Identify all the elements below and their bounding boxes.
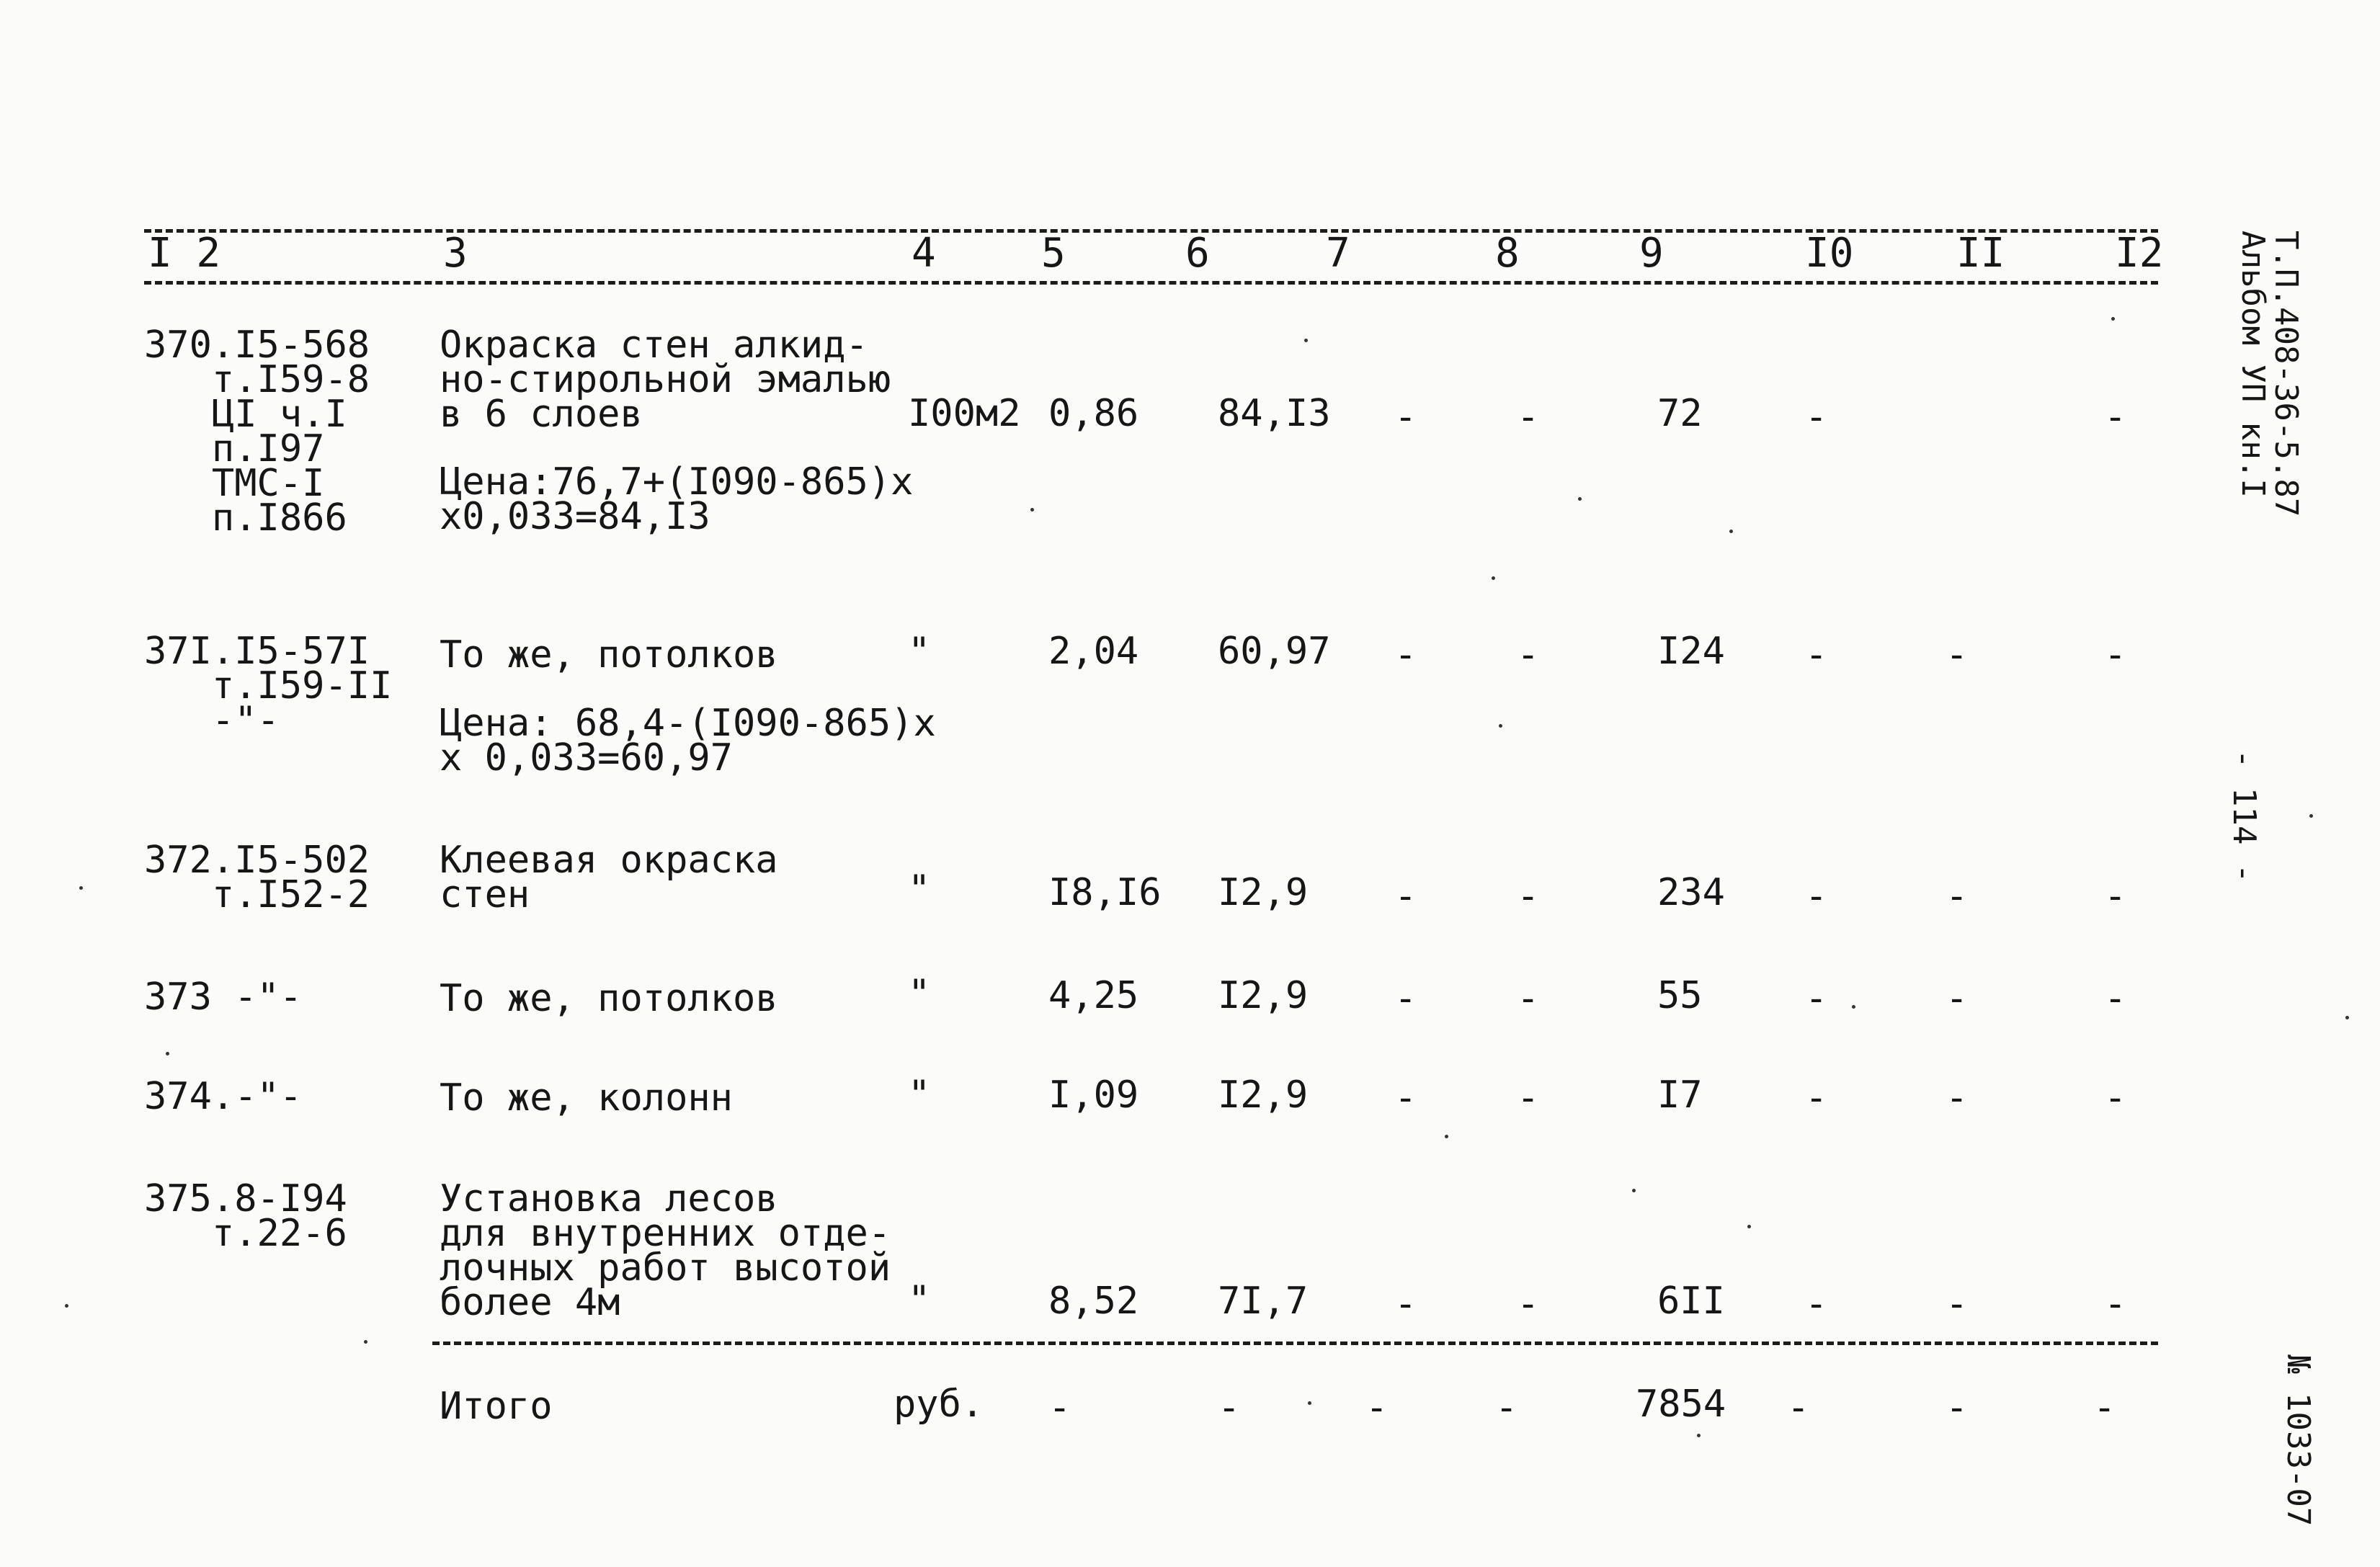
row-col-11: - xyxy=(1946,875,1969,918)
header-col-8: 8 xyxy=(1495,230,1520,277)
row-unit: " xyxy=(908,972,931,1015)
row-col-9: - xyxy=(1517,875,1540,918)
table-row-code: 375.8-I94 т.22-6 xyxy=(144,1177,347,1255)
row-quantity: 0,86 xyxy=(1048,392,1139,435)
header-rule xyxy=(144,281,2158,285)
row-col-11: - xyxy=(1946,633,1969,677)
row-col-11: - xyxy=(1946,1282,1969,1326)
row-col-8: - xyxy=(1394,1282,1417,1326)
row-col-10: - xyxy=(1805,875,1828,918)
row-total: 6II xyxy=(1657,1280,1725,1323)
row-col-9: - xyxy=(1517,977,1540,1020)
row-unit-cost: 60,97 xyxy=(1218,630,1331,673)
scan-speck xyxy=(2309,814,2313,818)
row-col-11: - xyxy=(1805,396,1828,439)
row-col-10: - xyxy=(1805,977,1828,1020)
row-quantity: I,09 xyxy=(1048,1073,1139,1117)
summary-col-8: - xyxy=(1365,1386,1389,1429)
table-row-code: 370.I5-568 т.I59-8 ЦI ч.I п.I97 ТМС-I п.I866 xyxy=(144,323,370,540)
row-unit-cost: 7I,7 xyxy=(1218,1280,1309,1323)
row-col-9: - xyxy=(1517,396,1540,439)
scan-speck xyxy=(79,886,83,890)
row-col-10: - xyxy=(1805,1282,1828,1326)
row-total: 55 xyxy=(1657,974,1703,1017)
row-col-11: - xyxy=(1946,977,1969,1020)
header-col-5: 5 xyxy=(1041,230,1066,277)
row-quantity: 2,04 xyxy=(1048,630,1139,673)
row-description: Окраска стен алкид- но-стирольной эмалью в 6 слоев xyxy=(440,323,891,436)
scan-speck xyxy=(1729,530,1733,533)
row-unit-cost: I2,9 xyxy=(1218,1073,1309,1117)
header-col-6: 6 xyxy=(1185,230,1210,277)
row-col-8: - xyxy=(1394,875,1417,918)
row-total: 234 xyxy=(1657,871,1725,914)
summary-col-5: - xyxy=(1048,1386,1071,1429)
row-col-12: - xyxy=(2104,875,2127,918)
row-unit: " xyxy=(908,867,931,911)
row-col-8: - xyxy=(1394,633,1417,677)
scan-speck xyxy=(1030,508,1034,512)
row-col-11: - xyxy=(1946,1076,1969,1120)
summary-col-9: - xyxy=(1495,1386,1518,1429)
scan-speck xyxy=(1852,1005,1855,1009)
row-col-12: - xyxy=(2104,977,2127,1020)
scan-speck xyxy=(1445,1135,1448,1138)
scan-speck xyxy=(1492,576,1495,580)
row-quantity: 8,52 xyxy=(1048,1280,1139,1323)
row-total: I7 xyxy=(1657,1073,1703,1117)
row-col-9: - xyxy=(1517,1076,1540,1120)
header-col-3: 3 xyxy=(443,230,468,277)
scan-speck xyxy=(1632,1189,1636,1192)
row-price-formula: Цена:76,7+(I090-865)х х0,033=84,I3 xyxy=(440,460,914,538)
row-col-12: - xyxy=(2104,1282,2127,1326)
row-description: Клеевая окраска стен xyxy=(440,839,778,916)
summary-col-10: - xyxy=(1787,1386,1810,1429)
header-col-12: I2 xyxy=(2115,230,2164,277)
header-col-7: 7 xyxy=(1326,230,1350,277)
row-col-12: - xyxy=(2104,396,2127,439)
row-unit: " xyxy=(908,630,931,673)
row-total: 72 xyxy=(1657,392,1703,435)
row-quantity: 4,25 xyxy=(1048,974,1139,1017)
row-col-8: - xyxy=(1394,396,1417,439)
row-unit: " xyxy=(908,1073,931,1116)
row-col-8: - xyxy=(1394,977,1417,1020)
row-col-9: - xyxy=(1517,633,1540,677)
scan-speck xyxy=(2111,317,2115,321)
row-quantity: I8,I6 xyxy=(1048,871,1162,914)
document-number: № 1033-07 xyxy=(2280,1354,2317,1527)
scan-speck xyxy=(364,1340,367,1344)
row-description: Установка лесов для внутренних отде- лочных работ высотой более 4м xyxy=(440,1177,891,1324)
summary-col-6-7: - xyxy=(1218,1386,1241,1429)
row-unit-cost: 84,I3 xyxy=(1218,392,1331,435)
margin-note: Т.П.408-36-5.87 Альбом УП кн.I xyxy=(2234,231,2304,517)
row-col-12: - xyxy=(2104,633,2127,677)
scan-speck xyxy=(1304,339,1308,342)
row-unit: I00м2 xyxy=(908,392,1021,435)
header-col-10: I0 xyxy=(1805,230,1854,277)
row-col-10: - xyxy=(1805,1076,1828,1120)
header-col-9: 9 xyxy=(1639,230,1664,277)
row-price-formula: Цена: 68,4-(I090-865)х х 0,033=60,97 xyxy=(440,702,936,780)
summary-col-12: - xyxy=(2093,1386,2116,1429)
row-unit-cost: I2,9 xyxy=(1218,974,1309,1017)
row-unit: " xyxy=(908,1278,931,1321)
row-unit-cost: I2,9 xyxy=(1218,871,1309,914)
row-description: То же, потолков xyxy=(440,633,778,677)
row-col-12: - xyxy=(2104,1076,2127,1120)
header-col-4: 4 xyxy=(912,230,936,277)
table-row-code: 37I.I5-57I т.I59-II -"- xyxy=(144,630,393,742)
header-col-1-2: I 2 xyxy=(148,230,221,277)
summary-total: 7854 xyxy=(1636,1383,1726,1426)
summary-label: Итого xyxy=(440,1385,553,1428)
page-mark: - 114 - xyxy=(2226,749,2263,883)
scan-speck xyxy=(1747,1225,1751,1228)
header-col-11: II xyxy=(1956,230,2005,277)
scan-speck xyxy=(65,1304,68,1308)
summary-rule xyxy=(432,1341,2158,1345)
table-row-code: 373 -"- xyxy=(144,976,303,1019)
scan-speck xyxy=(166,1052,169,1055)
scan-speck xyxy=(1578,497,1582,501)
scan-speck xyxy=(1697,1434,1701,1437)
row-description: То же, колонн xyxy=(440,1076,733,1120)
table-row-code: 372.I5-502 т.I52-2 xyxy=(144,839,370,916)
scan-speck xyxy=(2345,1016,2349,1019)
row-description: То же, потолков xyxy=(440,977,778,1020)
summary-col-11: - xyxy=(1946,1386,1969,1429)
summary-unit: руб. xyxy=(893,1383,984,1426)
row-col-8: - xyxy=(1394,1076,1417,1120)
row-col-9: - xyxy=(1517,1282,1540,1326)
row-total: I24 xyxy=(1657,630,1725,673)
table-row-code: 374.-"- xyxy=(144,1075,303,1118)
scan-speck xyxy=(1499,724,1502,728)
scan-speck xyxy=(1308,1401,1311,1405)
row-col-10: - xyxy=(1805,633,1828,677)
